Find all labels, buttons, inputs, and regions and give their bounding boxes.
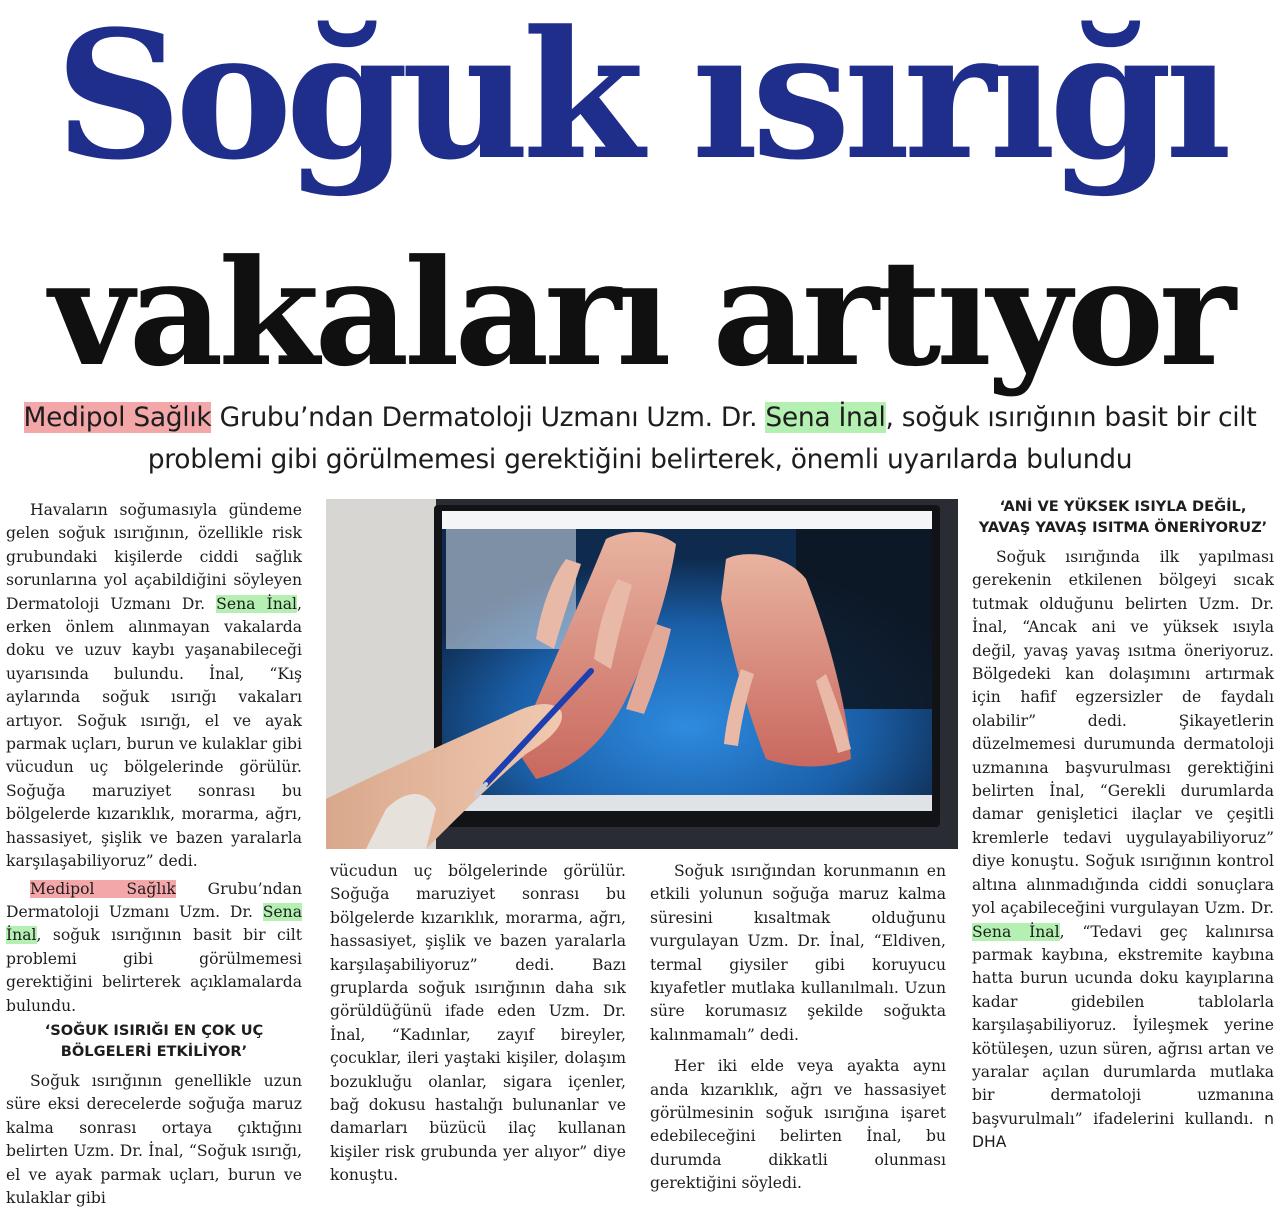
col4-paragraph-1 — [972, 546, 1274, 1155]
headline-line1: Soğuk ısırığı — [54, 0, 1226, 199]
subheadline — [0, 397, 1280, 481]
col1-p2-text-a: Grubu’ndan Dermatoloji Uzmanı Uzm. Dr. — [6, 879, 302, 921]
col1-paragraph-3: Soğuk ısırığının genellikle uzun süre eksi derecelerde soğuğa maruz kalma sonrası ortaya çıktığını belirten Uzm. Dr. İnal, “Soğuk ısırığı, el ve ayak parmak uçları, burun ve kulaklar gibi — [6, 1071, 302, 1207]
col3-paragraph-2: Her iki elde veya ayakta aynı anda kızarıklık, ağrı ve hassasiyet görülmesinin soğuk ısırığına işaret edebileceğini belirten İnal, bu durumda dikkatli olunması gerektiğini söyledi. — [650, 1057, 946, 1193]
headline-line2: vakaları artıyor — [48, 228, 1232, 399]
col1-p2-text-b: , soğuk ısırığının basit bir cilt problemi gibi görülmemesi gerektiğini belirterek açıklamalarda bulundu. — [6, 926, 302, 1015]
col1-paragraph-2 — [6, 878, 302, 1018]
col4-p1-text-b: , “Tedavi geç kalınırsa parmak kaybına, ekstremite kaybına hatta burun ucunda doku kayıplarına kadar gidebilen tablolarla karşılaşabiliyoruz. İyileşmek yerine kötüleşen, uzun süren, ağrısı artan ve yaralar açılan durumlarda mutlaka bir dermatoloji uzmanına başvurulmalı” ifadelerini kullandı. — [972, 922, 1274, 1128]
column-3 — [650, 860, 946, 1196]
col4-end-mark: n DHA — [972, 1109, 1275, 1152]
col1-p1-text-a: Havaların soğumasıyla gündeme gelen soğuk ısırığının, özellikle risk grubundaki kişilerde ciddi sağlık sorunlarına yol açabildiğini söyleyen Dermatoloji Uzmanı Dr. — [6, 501, 302, 613]
col3-paragraph-1: Soğuk ısırığından korunmanın en etkili yolunun soğuğa maruz kalma süresini kısaltmak olduğunu vurgulayan Uzm. Dr. İnal, “Eldiven, termal giysiler gibi koruyucu kıyafetler mutlaka kullanılmalı. Uzun süre korumasız şekilde soğukta kalınmamalı” dedi. — [650, 862, 946, 1044]
col1-subheading: ‘SOĞUK ISIRIĞI EN ÇOK UÇ BÖLGELERİ ETKİLİYOR’ — [44, 1021, 264, 1060]
col1-p1-name: Sena İnal — [216, 594, 298, 613]
subheadline-part2: , soğuk ısırığının basit bir cilt problemi gibi görülmemesi gerektiğini belirterek, önemli uyarılarda bulundu — [147, 402, 1257, 475]
column-4 — [972, 494, 1274, 1155]
column-1 — [6, 499, 302, 1210]
subheadline-part1: Grubu’ndan Dermatoloji Uzmanı Uzm. Dr. — [211, 402, 766, 433]
subheadline-name: Sena İnal — [765, 402, 886, 433]
col1-paragraph-1 — [6, 499, 302, 874]
subheadline-org: Medipol Sağlık — [23, 402, 212, 433]
column-2 — [330, 860, 626, 1188]
article-photo — [326, 499, 958, 849]
col4-p1-text-a: Soğuk ısırığında ilk yapılması gerekenin etkilenen bölgeyi sıcak tutmak olduğunu belirten Uzm. Dr. İnal, “Ancak ani ve yüksek ısıyla değil, yavaş yavaş ısıtma öneriyoruz. Bölgedeki kan dolaşımını artırmak için hafif egzersizler de faydalı olabilir” dedi. Şikayetlerin düzelmemesi durumunda dermatoloji uzmanına başvurulması gerektiğini belirten İnal, “Gerekli durumlarda damar genişletici ilaçlar ve çeşitli kremlerle tedavi uygulayabiliyoruz” diye konuştu. Soğuk ısırığının kontrol altına alınmadığında ciddi sonuçlara yol açabileceğini vurgulayan Uzm. Dr. — [972, 548, 1274, 918]
col4-p1-name: Sena İnal — [972, 922, 1060, 941]
col1-p2-org: Medipol Sağlık — [30, 879, 176, 898]
col2-paragraph-1: vücudun uç bölgelerinde görülür. Soğuğa maruziyet sonrası bu bölgelerde kızarıklık, morarma, ağrı, hassasiyet, şişlik ve bazen yaralarla karşılaşabiliyoruz” dedi. Bazı gruplarda soğuk ısırığının daha sık görüldüğünü ifade eden Uzm. Dr. İnal, “Kadınlar, zayıf bireyler, çocuklar, ileri yaştaki kişiler, dolaşım bozukluğu olanlar, sigara içenler, bağ dokusu hastalığı bulunanlar ve damarları büzücü ilaç kullanan kişiler risk grubunda yer alıyor” diye konuştu. — [330, 862, 626, 1185]
col1-p1-text-b: , erken önlem alınmayan vakalarda doku ve uzuv kaybı yaşanabileceği uyarısında bulundu. İnal, “Kış aylarında soğuk ısırığı vakaları artıyor. Soğuk ısırığı, el ve ayak parmak uçları, burun ve kulaklar gibi vücudun uç bölgelerinde görülür. Soğuğa maruziyet sonrası bu bölgelerde kızarıklık, morarma, ağrı, hassasiyet, şişlik ve bazen yaralarla karşılaşabiliyoruz” dedi. — [6, 594, 303, 871]
col1-p2-name: Sena İnal — [6, 902, 302, 945]
col4-subheading: ‘ANİ VE YÜKSEK ISIYLA DEĞİL, YAVAŞ YAVAŞ ISITMA ÖNERİYORUZ’ — [978, 498, 1268, 536]
hands-on-monitor-photo-icon — [326, 499, 958, 849]
